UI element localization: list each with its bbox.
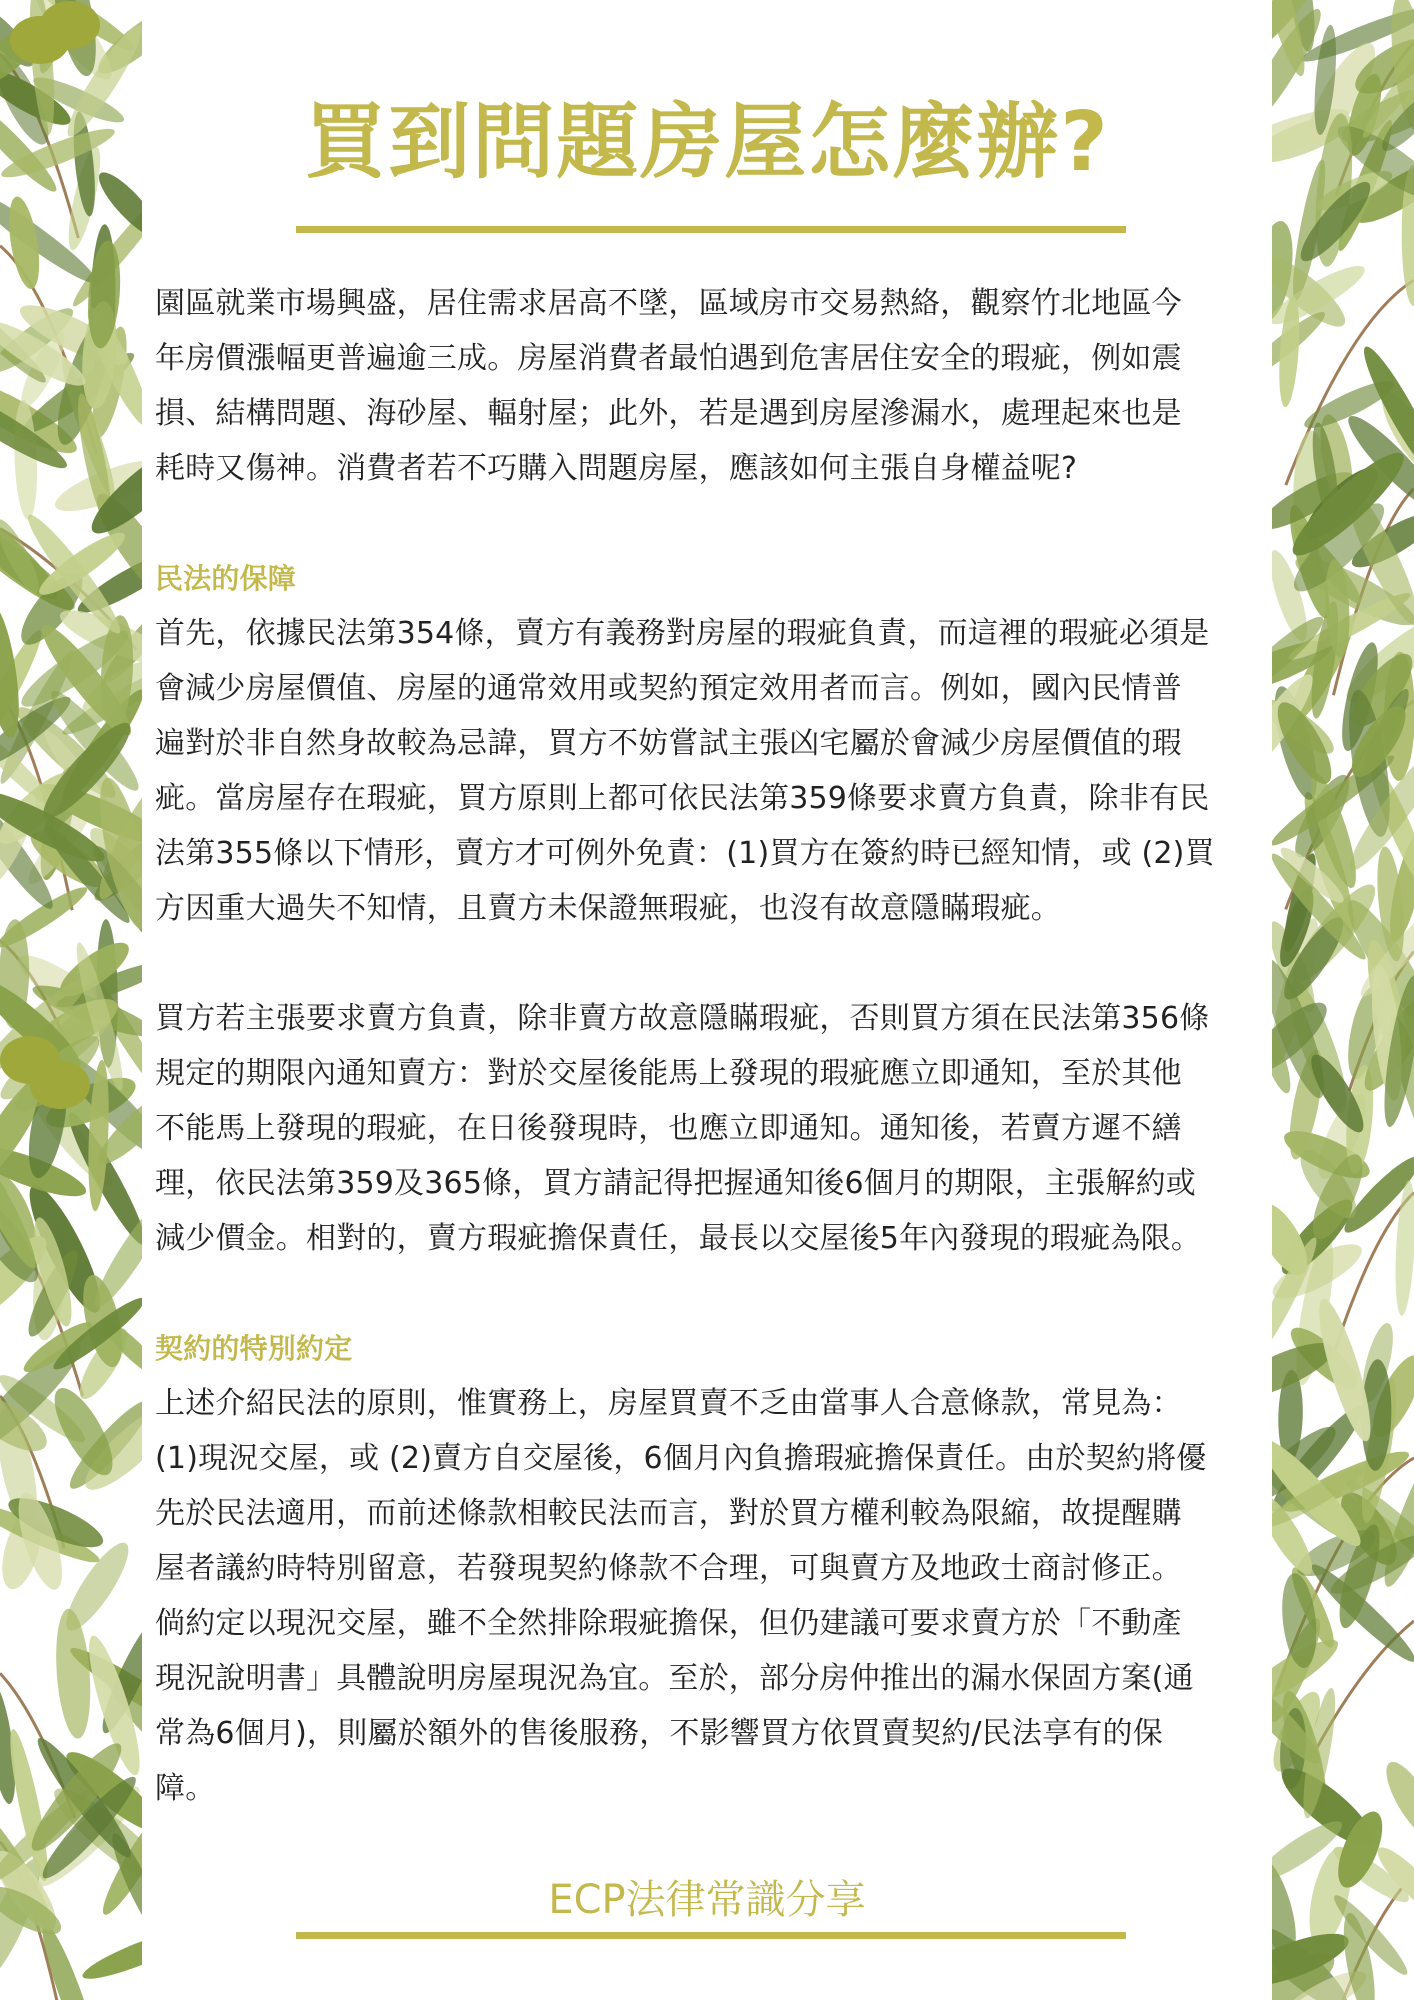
text-line: 理，依民法第359及365條，買方請記得把握通知後6個月的期限，主張解約或 — [155, 1166, 1197, 1201]
olive-leaves-right-icon — [1272, 0, 1414, 2000]
intro-paragraph — [155, 276, 1290, 496]
text-line: 倘約定以現況交屋，雖不全然排除瑕疵擔保，但仍建議可要求賣方於「不動產 — [155, 1606, 1182, 1641]
footer-brand: ECP法律常識分享 — [548, 1877, 866, 1923]
text-line: 規定的期限內通知賣方：對於交屋後能馬上發現的瑕疵應立即通知，至於其他 — [155, 1056, 1182, 1091]
olive-branch-right-border — [1272, 0, 1414, 2000]
text-line: 現況說明書」具體說明房屋現況為宜。至於，部分房仲推出的漏水保固方案(通 — [155, 1661, 1194, 1696]
text-line: 屋者議約時特別留意，若發現契約條款不合理，可與賣方及地政士商討修正。 — [155, 1551, 1182, 1586]
text-line: 損、結構問題、海砂屋、輻射屋；此外，若是遇到房屋滲漏水，處理起來也是 — [155, 396, 1182, 431]
text-line: 不能馬上發現的瑕疵，在日後發現時，也應立即通知。通知後，若賣方遲不繕 — [155, 1111, 1182, 1146]
text-line: 常為6個月)，則屬於額外的售後服務，不影響買方依買賣契約/民法享有的保 — [155, 1716, 1163, 1751]
text-line: 買方若主張要求賣方負責，除非賣方故意隱瞞瑕疵，否則買方須在民法第356條 — [155, 1001, 1210, 1036]
text-line: 首先，依據民法第354條，賣方有義務對房屋的瑕疵負責，而這裡的瑕疵必須是 — [155, 616, 1210, 651]
text-line: 障。 — [155, 1771, 216, 1806]
civil-law-paragraph-1 — [155, 606, 1290, 936]
olive-branch-left-border — [0, 0, 142, 2000]
section-heading-civil-law: 民法的保障 — [155, 562, 297, 595]
text-line: 年房價漲幅更普遍逾三成。房屋消費者最怕遇到危害居住安全的瑕疵，例如震 — [155, 341, 1182, 376]
page-title: 買到問題房屋怎麼辦? — [304, 95, 1110, 190]
article-body — [155, 276, 1290, 1816]
olive-leaves-left-icon — [0, 0, 142, 2000]
text-line: 會減少房屋價值、房屋的通常效用或契約預定效用者而言。例如，國內民情普 — [155, 671, 1182, 706]
text-line: 先於民法適用，而前述條款相較民法而言，對於買方權利較為限縮，故提醒購 — [155, 1496, 1182, 1531]
contract-paragraph — [155, 1376, 1290, 1816]
title-divider — [296, 226, 1126, 233]
text-line: 法第355條以下情形，賣方才可例外免責：(1)買方在簽約時已經知情，或 (2)買 — [155, 836, 1215, 871]
text-line: 方因重大過失不知情，且賣方未保證無瑕疵，也沒有故意隱瞞瑕疵。 — [155, 891, 1061, 926]
text-line: 減少價金。相對的，賣方瑕疵擔保責任，最長以交屋後5年內發現的瑕疵為限。 — [155, 1221, 1202, 1256]
footer-divider — [296, 1932, 1126, 1939]
civil-law-paragraph-2 — [155, 991, 1290, 1266]
text-line: 疵。當房屋存在瑕疵，買方原則上都可依民法第359條要求賣方負責，除非有民 — [155, 781, 1210, 816]
section-heading-contract: 契約的特別約定 — [155, 1332, 353, 1365]
text-line: 耗時又傷神。消費者若不巧購入問題房屋，應該如何主張自身權益呢? — [155, 451, 1078, 486]
text-line: (1)現況交屋，或 (2)賣方自交屋後，6個月內負擔瑕疵擔保責任。由於契約將優 — [155, 1441, 1207, 1476]
text-line: 遍對於非自然身故較為忌諱，買方不妨嘗試主張凶宅屬於會減少房屋價值的瑕 — [155, 726, 1182, 761]
text-line: 園區就業市場興盛，居住需求居高不墜，區域房市交易熱絡，觀察竹北地區今 — [155, 286, 1182, 321]
text-line: 上述介紹民法的原則，惟實務上，房屋買賣不乏由當事人合意條款，常見為： — [155, 1386, 1182, 1421]
